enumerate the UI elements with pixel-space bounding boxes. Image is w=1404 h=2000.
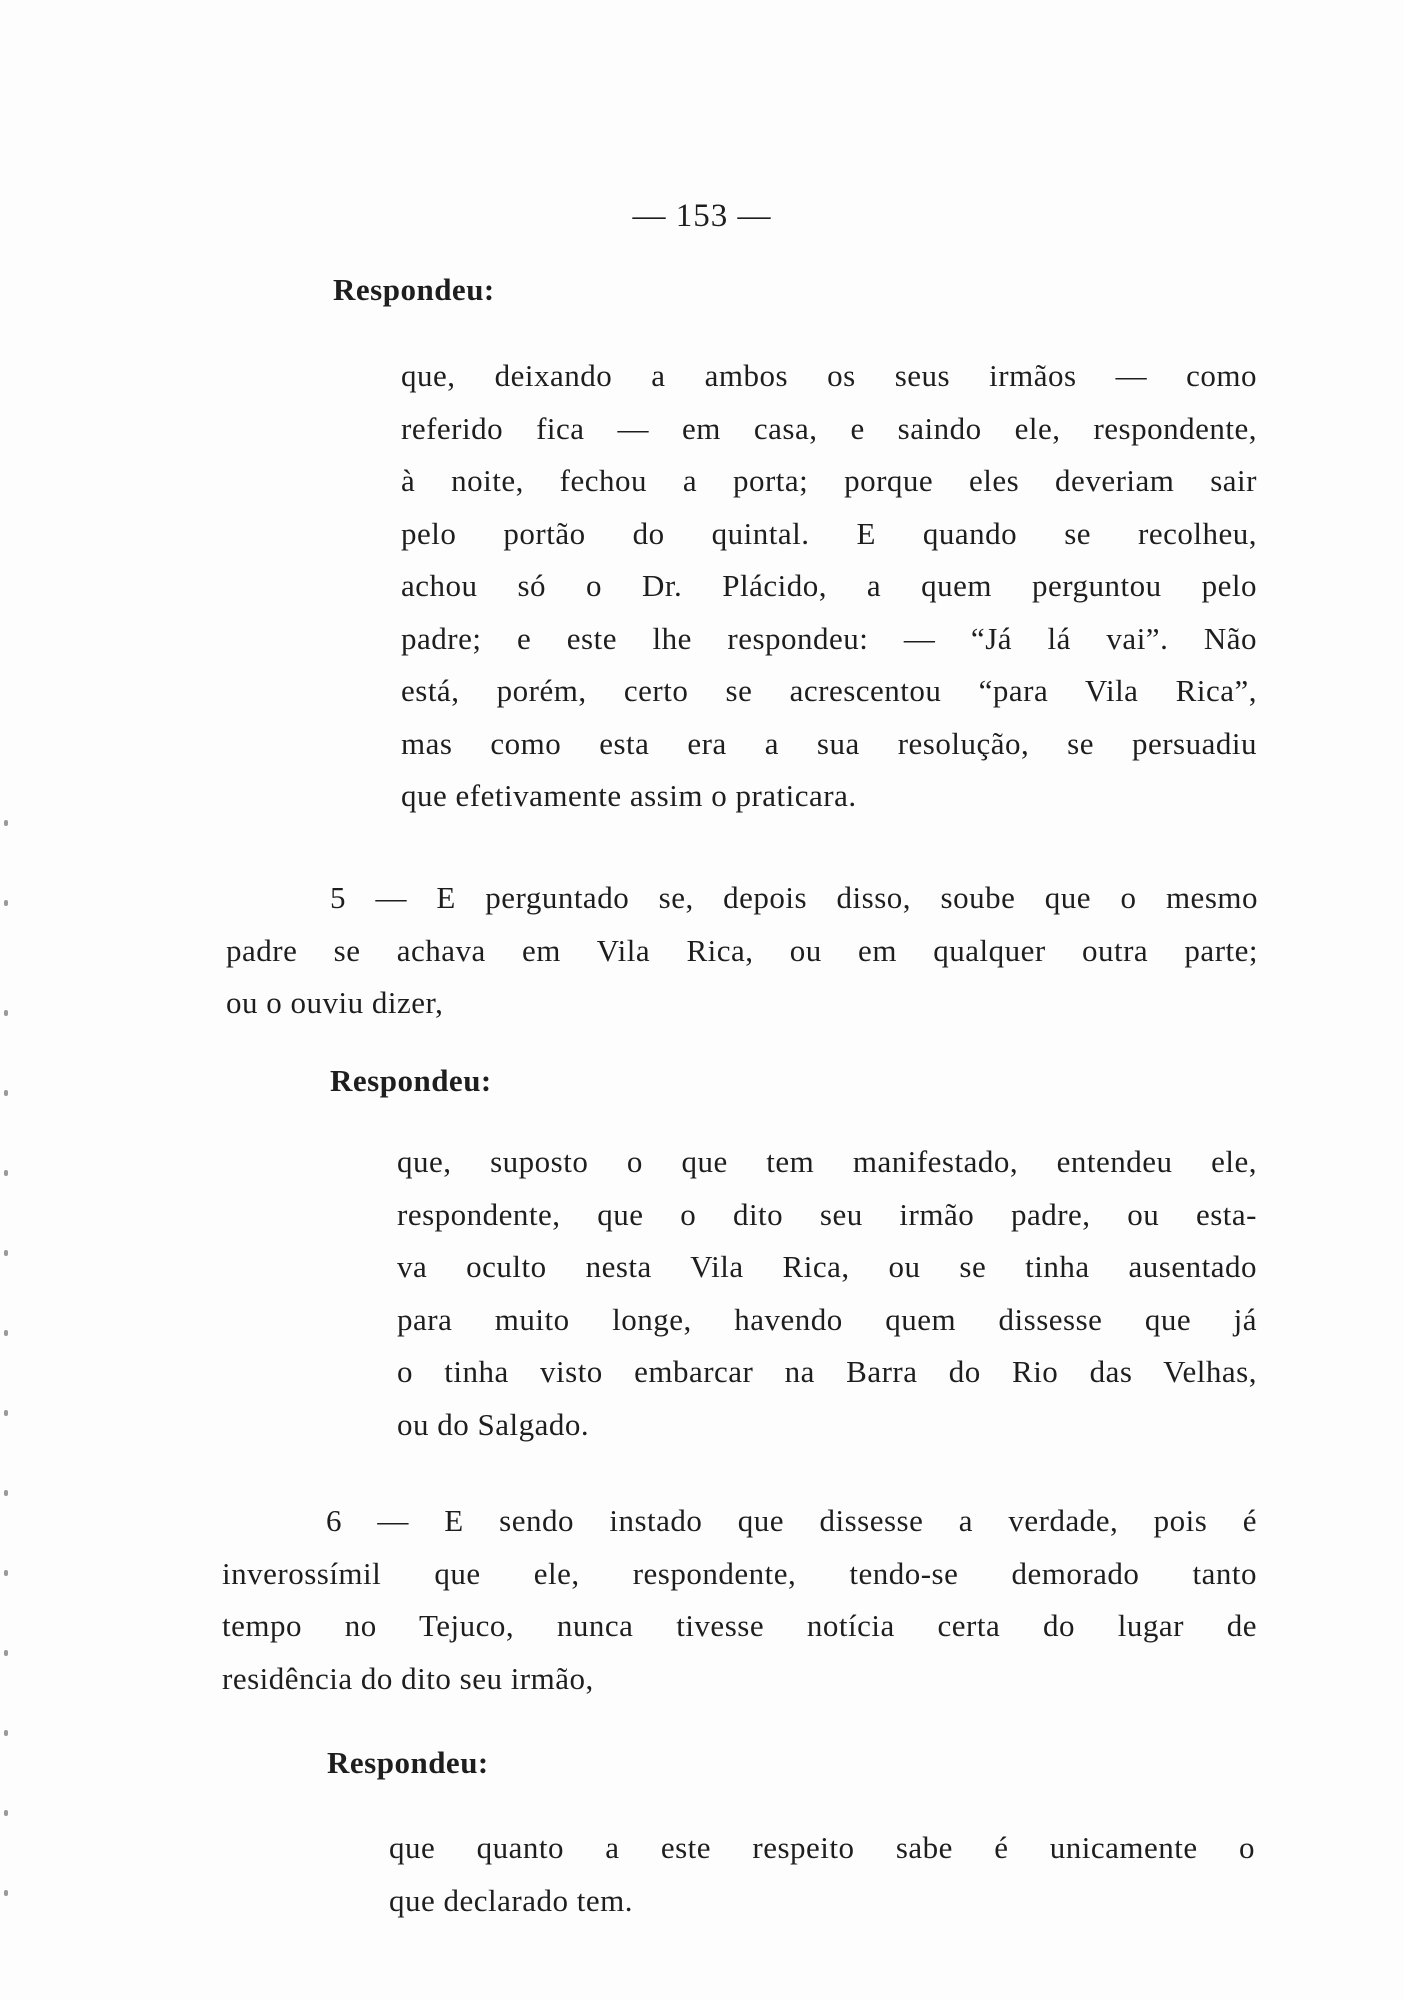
text-line: referido fica — em casa, e saindo ele, respondente, bbox=[401, 410, 1257, 446]
text-line: inverossímil que ele, respondente, tendo-se demorado tanto bbox=[222, 1555, 1257, 1591]
text-line: va oculto nesta Vila Rica, ou se tinha ausentado bbox=[397, 1249, 1257, 1284]
text-line: tempo no Tejuco, nunca tivesse notícia certa do lugar de bbox=[222, 1608, 1257, 1643]
text-line: o tinha visto embarcar na Barra do Rio das Velhas, bbox=[397, 1354, 1257, 1389]
text-line: achou só o Dr. Plácido, a quem perguntou pelo bbox=[401, 568, 1257, 603]
text-line: à noite, fechou a porta; porque eles deveriam sair bbox=[401, 463, 1257, 498]
text-line: padre se achava em Vila Rica, ou em qualquer outra parte; bbox=[226, 932, 1258, 968]
scan-edge-marks bbox=[0, 0, 12, 2000]
text-line: que quanto a este respeito sabe é unicamente o bbox=[389, 1830, 1255, 1865]
answer-paragraph bbox=[397, 1136, 1257, 1451]
answer-label: Respondeu: bbox=[330, 1063, 492, 1098]
text-line: respondente, que o dito seu irmão padre, ou esta- bbox=[397, 1196, 1257, 1232]
text-line: 6 — E sendo instado que dissesse a verdade, pois é bbox=[326, 1503, 1257, 1538]
answer-paragraph bbox=[401, 350, 1257, 823]
text-line: ou do Salgado. bbox=[397, 1406, 590, 1442]
answer-paragraph bbox=[389, 1822, 1255, 1927]
text-line: está, porém, certo se acrescentou “para Vila Rica”, bbox=[401, 673, 1257, 708]
text-line: que declarado tem. bbox=[389, 1882, 633, 1918]
text-line: residência do dito seu irmão, bbox=[222, 1660, 594, 1696]
text-line: que, suposto o que tem manifestado, entendeu ele, bbox=[397, 1144, 1257, 1179]
text-line: ou o ouviu dizer, bbox=[226, 985, 444, 1020]
text-line: que, deixando a ambos os seus irmãos — como bbox=[401, 358, 1257, 393]
answer-label: Respondeu: bbox=[333, 272, 495, 307]
question-paragraph bbox=[226, 872, 1258, 1030]
text-line: 5 — E perguntado se, depois disso, soube que o mesmo bbox=[330, 880, 1258, 915]
text-line: que efetivamente assim o praticara. bbox=[401, 778, 857, 813]
question-paragraph bbox=[222, 1495, 1257, 1705]
text-line: mas como esta era a sua resolução, se persuadiu bbox=[401, 725, 1257, 761]
text-line: padre; e este lhe respondeu: — “Já lá vai”. Não bbox=[401, 620, 1257, 656]
page-number: — 153 — bbox=[632, 198, 772, 234]
text-line: pelo portão do quintal. E quando se recolheu, bbox=[401, 515, 1257, 551]
answer-label: Respondeu: bbox=[327, 1745, 489, 1780]
text-line: para muito longe, havendo quem dissesse que já bbox=[397, 1301, 1257, 1337]
